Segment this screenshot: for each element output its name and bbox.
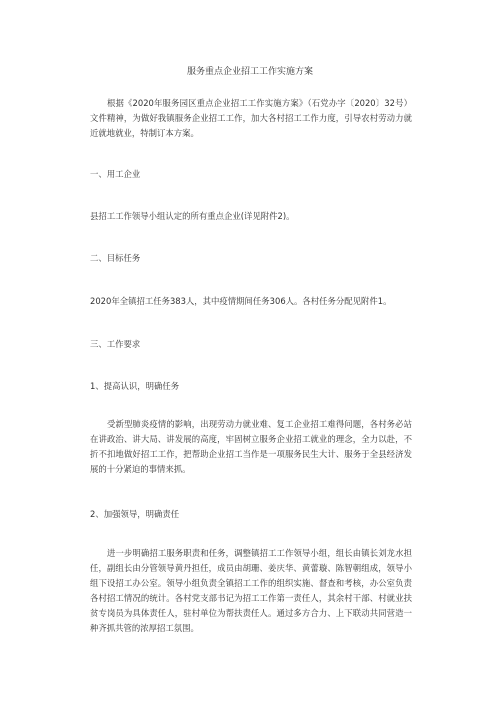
document-title: 服务重点企业招工工作实施方案	[186, 67, 313, 77]
subheading-awareness: 1、提高认识，明确任务	[90, 381, 180, 391]
section-heading-requirements: 三、工作要求	[90, 339, 141, 349]
subheading-leadership: 2、加强领导，明确责任	[90, 509, 180, 519]
leadership-paragraph: 进一步明确招工服务职责和任务，调整镇招工工作领导小组，组长由镇长刘龙水担任，副组长由分管领导黄丹担任，成员由胡珊、姜庆华、黄蕾璇、陈智朝组成，领导小组下设招工办公室。领导小组负责全镇招工工作的组织实施、督查和考核，办公室负责各村招工情况的统计。各村党支部书记为招工工作第一责任人，其余村干部、村就业扶贫专岗员为具体责任人，驻村单位为帮扶责任人。通过多方合力、上下联动共同营造一种齐抓共管的浓厚招工氛围。	[90, 548, 412, 633]
targets-text: 2020年全镇招工任务383人，其中疫情期间任务306人。各村任务分配见附件1。	[90, 296, 392, 306]
awareness-paragraph: 受新型肺炎疫情的影响，出现劳动力就业难、复工企业招工难得问题，各村务必站在讲政治、讲大局、讲发展的高度，牢固树立服务企业招工就业的理念，全力以赴，不折不扣地做好招工工作，把帮助企业招工当作是一项服务民生大计、服务于全县经济发展的十分紧迫的事情来抓。	[90, 419, 412, 474]
section-heading-targets: 二、目标任务	[90, 253, 141, 263]
intro-paragraph: 根据《2020年服务园区重点企业招工工作实施方案》（石党办字〔2020〕32号）文件精神，为做好我镇服务企业招工工作，加大各村招工工作力度，引导农村劳动力就近就地就业，特制订本方案。	[90, 98, 412, 138]
section-heading-employers: 一、用工企业	[90, 169, 141, 179]
employers-text: 县招工工作领导小组认定的所有重点企业(详见附件2)。	[90, 211, 295, 221]
